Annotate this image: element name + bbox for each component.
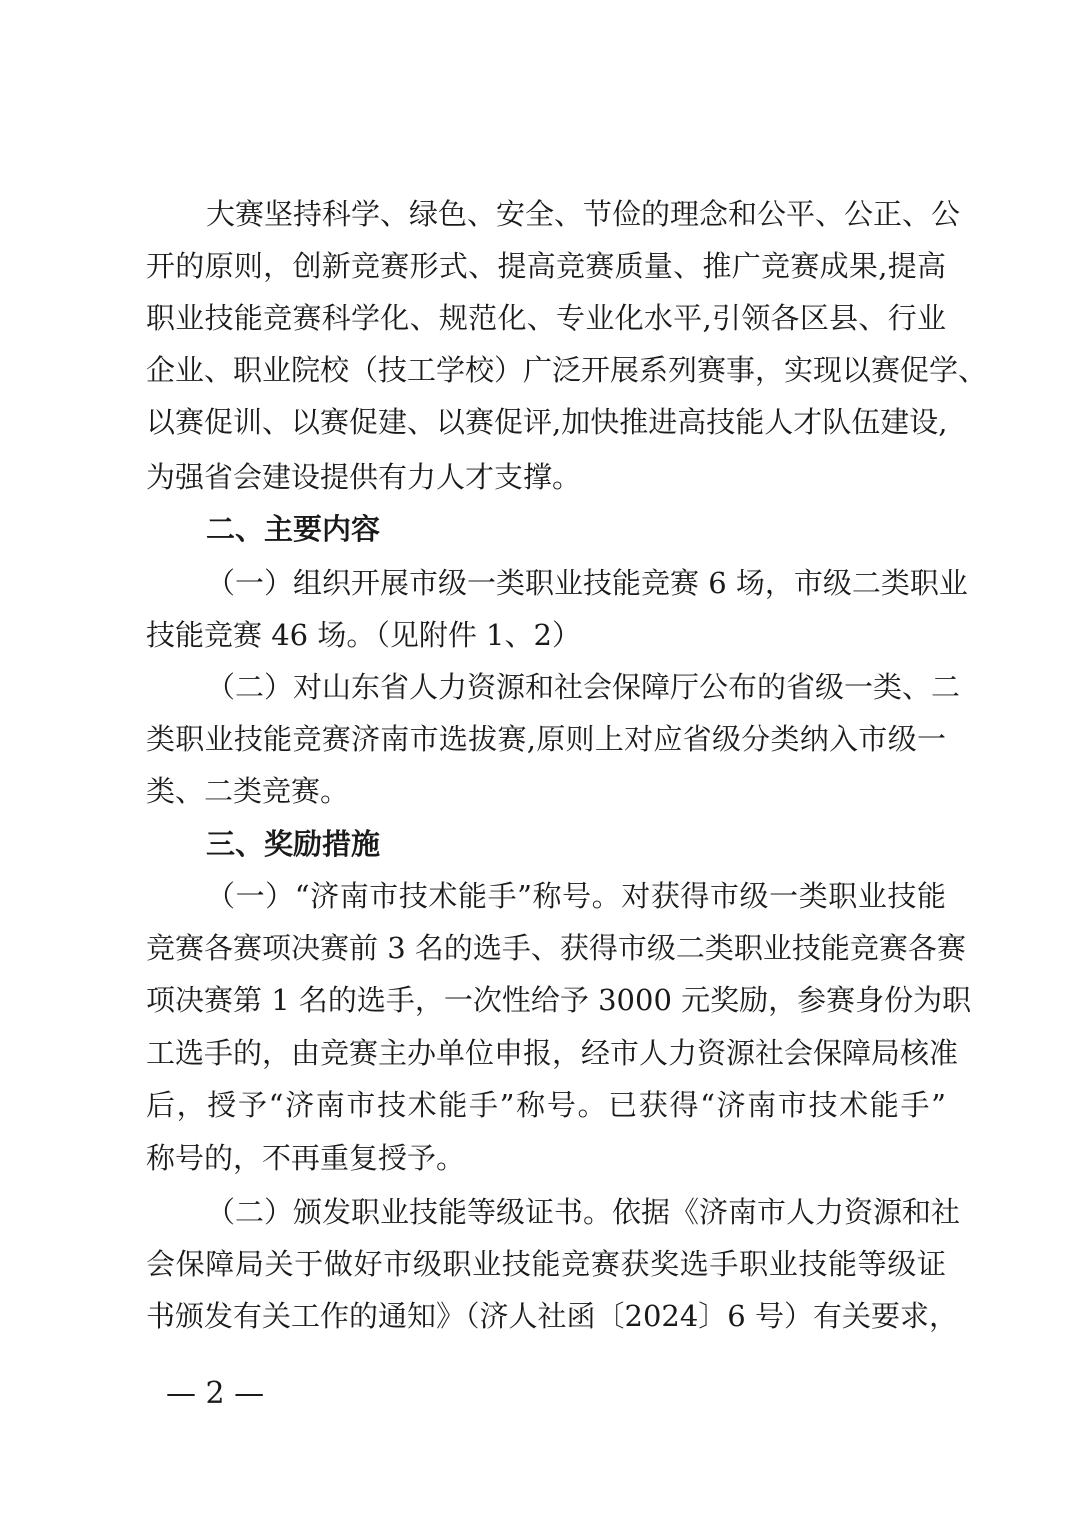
text-line: 大赛坚持科学、绿色、安全、节俭的理念和公平、公正、公 — [206, 197, 961, 231]
text-line: 类、二类竞赛。 — [146, 774, 350, 808]
text-line: 会保障局关于做好市级职业技能竞赛获奖选手职业技能等级证 — [146, 1247, 946, 1281]
text-line: 类职业技能竞赛济南市选拔赛,原则上对应省级分类纳入市级一 — [146, 722, 946, 756]
page-number: — 2 — — [166, 1376, 265, 1411]
text-line: 以赛促训、以赛促建、以赛促评,加快推进高技能人才队伍建设, — [146, 405, 948, 439]
text-line: 称号的，不再重复授予。 — [146, 1141, 466, 1175]
text-line: 职业技能竞赛科学化、规范化、专业化水平,引领各区县、行业 — [146, 301, 946, 335]
text-line: 后，授予“济南市技术能手”称号。已获得“济南市技术能手” — [146, 1088, 946, 1122]
text-line: （二）对山东省人力资源和社会保障厅公布的省级一类、二 — [206, 670, 961, 704]
text-line: 项决赛第 1 名的选手，一次性给予 3000 元奖励，参赛身份为职 — [146, 983, 972, 1017]
text-line: 开的原则，创新竞赛形式、提高竞赛质量、推广竞赛成果,提高 — [146, 249, 946, 283]
section-heading-main-content: 二、主要内容 — [206, 512, 381, 546]
section-heading-rewards: 三、奖励措施 — [206, 827, 381, 861]
text-line: （一）“济南市技术能手”称号。对获得市级一类职业技能 — [206, 879, 946, 913]
text-line: 竞赛各赛项决赛前 3 名的选手、获得市级二类职业技能竞赛各赛 — [146, 931, 966, 965]
text-line: 企业、职业院校（技工学校）广泛开展系列赛事，实现以赛促学、 — [146, 353, 988, 387]
text-line: 为强省会建设提供有力人才支撑。 — [146, 460, 582, 494]
text-line: 技能竞赛 46 场。（见附件 1、2） — [146, 618, 581, 652]
text-line: （二）颁发职业技能等级证书。依据《济南市人力资源和社 — [206, 1195, 961, 1229]
text-line: 工选手的，由竞赛主办单位申报，经市人力资源社会保障局核准 — [146, 1036, 959, 1070]
text-line: 书颁发有关工作的通知》（济人社函〔2024〕6 号）有关要求， — [146, 1299, 958, 1333]
text-line: （一）组织开展市级一类职业技能竞赛 6 场，市级二类职业 — [206, 566, 968, 600]
